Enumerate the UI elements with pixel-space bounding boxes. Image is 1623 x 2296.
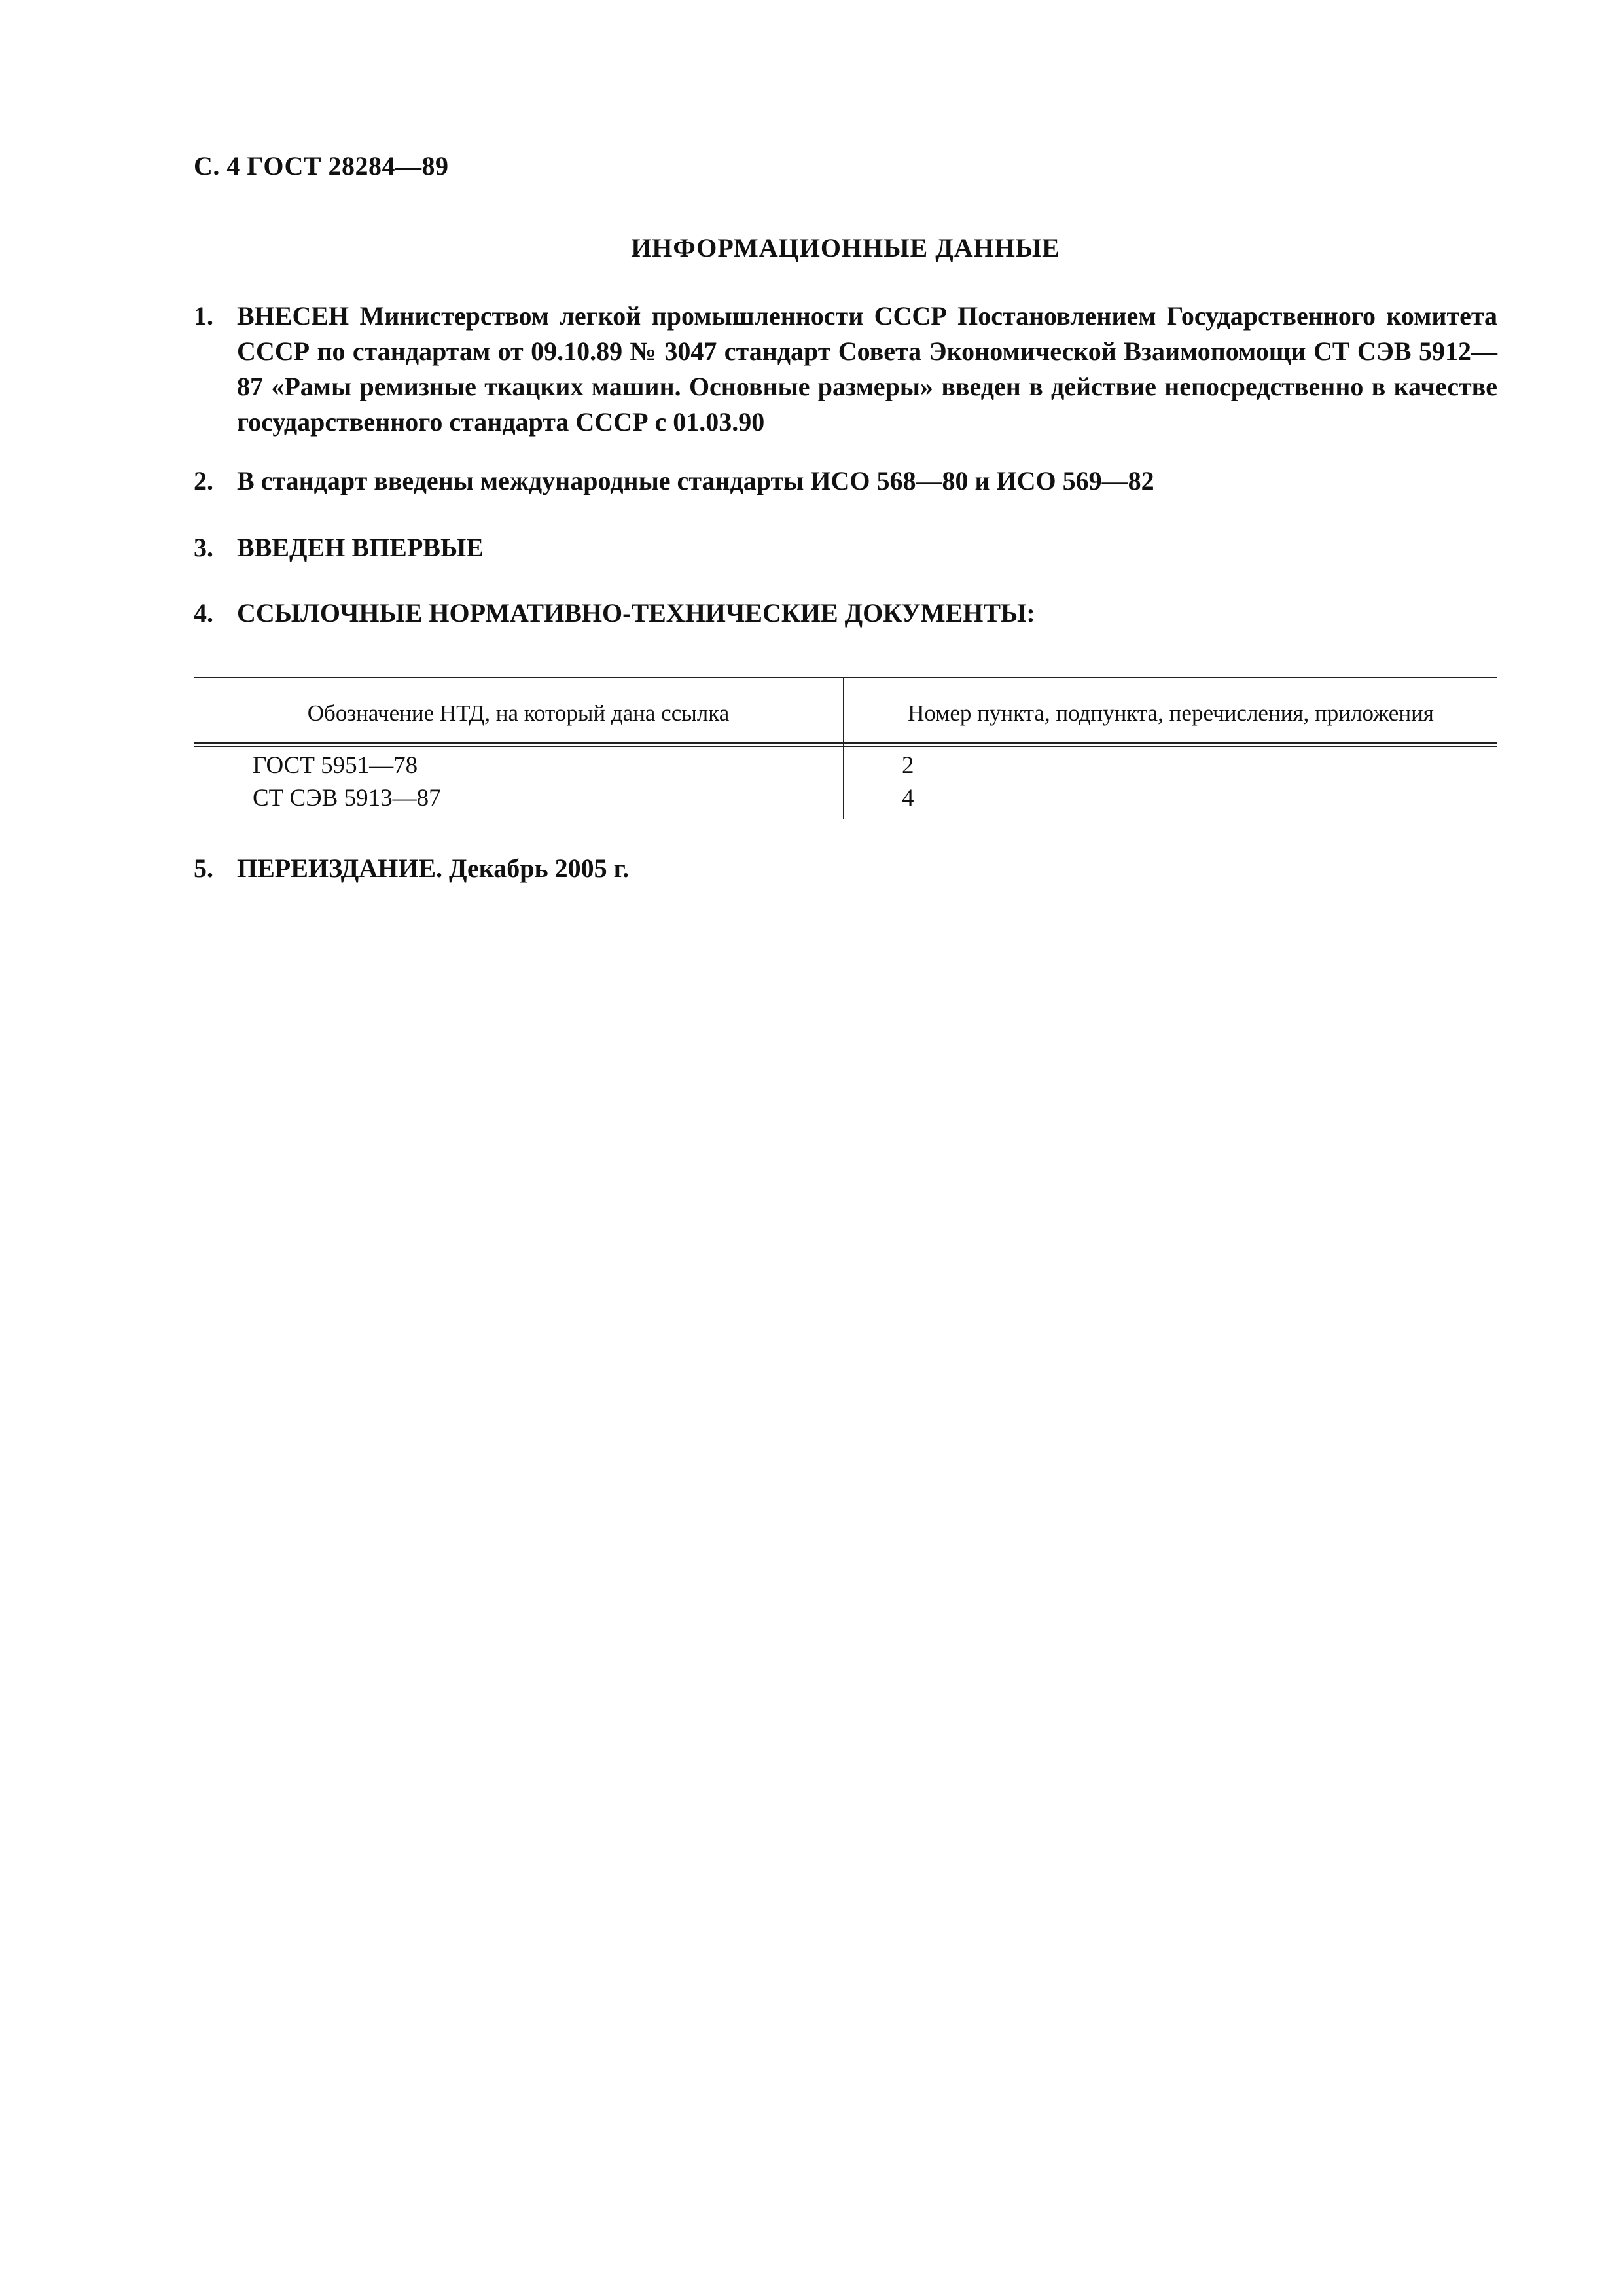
item-number: 4. [194, 598, 213, 628]
item-number: 1. [194, 301, 213, 331]
info-item-4 [194, 596, 1497, 631]
item-text: В стандарт введены международные стандарты ИСО 568—80 и ИСО 569—82 [237, 466, 1154, 495]
table-row [194, 784, 1497, 817]
item-number: 5. [194, 853, 213, 883]
table-header-rule [194, 746, 1497, 747]
table-header-rule [194, 742, 1497, 744]
table-cell-clause-number: 4 [902, 785, 914, 812]
info-item-1 [194, 298, 1497, 440]
item-text: ПЕРЕИЗДАНИЕ. Декабрь 2005 г. [237, 853, 630, 883]
table-top-rule [194, 677, 1497, 678]
item-text: ССЫЛОЧНЫЕ НОРМАТИВНО-ТЕХНИЧЕСКИЕ ДОКУМЕНТЫ: [237, 598, 1035, 628]
table-header-clause-number: Номер пункта, подпункта, перечисления, приложения [908, 700, 1434, 726]
item-text: ВВЕДЕН ВПЕРВЫЕ [237, 533, 484, 562]
item-number: 3. [194, 533, 213, 562]
table-cell-designation: ГОСТ 5951—78 [253, 752, 418, 779]
table-row [194, 751, 1497, 784]
table-cell-designation: СТ СЭВ 5913—87 [253, 785, 441, 812]
table-header-designation: Обозначение НТД, на который дана ссылка [307, 700, 730, 726]
section-title: ИНФОРМАЦИОННЫЕ ДАННЫЕ [631, 233, 1060, 262]
item-number: 2. [194, 466, 213, 495]
page-header: С. 4 ГОСТ 28284—89 [194, 151, 449, 181]
item-text: ВНЕСЕН Министерством легкой промышленности СССР Постановлением Государственного комитета СССР по стандартам от 09.10.89 № 3047 стандарт Совета Экономической Взаимопомощи СТ СЭВ 5912—87 «Рамы ремизные ткацких машин. Основные размеры» введен в действие непосредственно в качестве государственного стандарта СССР с 01.03.90 [237, 301, 1497, 437]
info-item-5 [194, 851, 1497, 886]
info-item-3 [194, 530, 1497, 565]
info-item-2 [194, 463, 1497, 499]
reference-table [194, 677, 1497, 821]
table-cell-clause-number: 2 [902, 752, 914, 779]
